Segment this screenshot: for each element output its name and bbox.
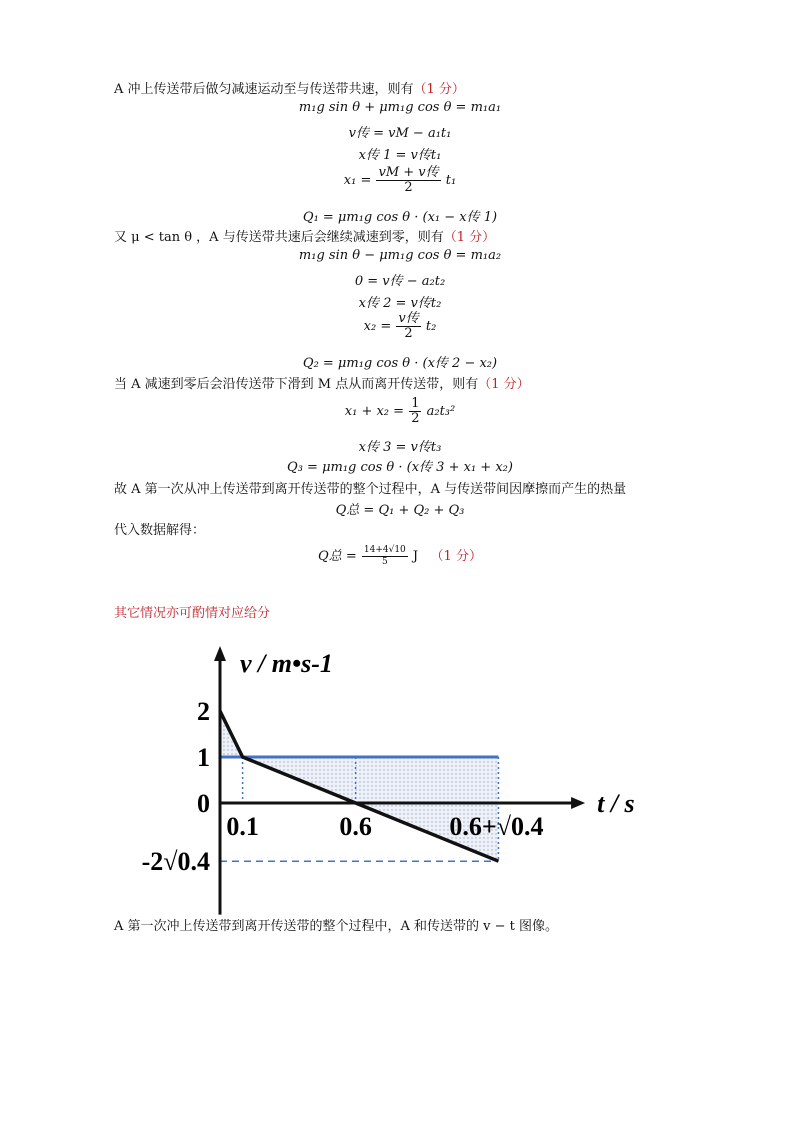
intro-text-4: 故 A 第一次从冲上传送带到离开传送带的整个过程中，A 与传送带间因摩擦而产生的热量 — [114, 482, 627, 497]
y-axis-arrow — [214, 646, 226, 661]
x-tick-label: 0.1 — [226, 812, 259, 841]
figure-caption: A 第一次冲上传送带到离开传送带的整个过程中，A 和传送带的 v − t 图像。 — [114, 919, 559, 934]
y-tick-label: 2 — [197, 697, 210, 726]
y-tick-label: 0 — [197, 789, 210, 818]
y-tick-label: -2√0.4 — [141, 847, 210, 877]
x-axis-arrow — [571, 797, 585, 809]
score-2: （1 分） — [443, 230, 496, 245]
equation-4: x₁ = $\frac{\text{vM + v传}}{2}$ t₁ — [343, 165, 457, 195]
y-axis-label: v / m•s-1 — [240, 649, 333, 678]
equation-11: x₁ + x₂ = $\frac{1}{2}$ a₂t₃² — [344, 396, 456, 426]
equation-14: Q总 = Q₁ + Q₂ + Q₃ — [335, 503, 465, 518]
equation-1: m₁g sin θ + μm₁g cos θ = m₁a₁ — [298, 100, 502, 115]
score-4: （1 分） — [430, 549, 482, 564]
intro-line-4 — [114, 478, 626, 497]
intro-line-1 — [114, 78, 465, 97]
equation-5: Q₁ = μm₁g cos θ · (x₁ − x传 1) — [302, 210, 498, 225]
intro-text-5: 代入数据解得： — [114, 523, 206, 538]
intro-text-2: 又 μ < tan θ ，A 与传送带共速后会继续减速到零，则有 — [114, 230, 444, 245]
equation-12: x传 3 = v传t₃ — [358, 440, 442, 455]
vt-graph — [110, 640, 640, 915]
equation-6: m₁g sin θ − μm₁g cos θ = m₁a₂ — [298, 248, 502, 263]
intro-text-1: A 冲上传送带后做匀减速运动至与传送带共速，则有 — [114, 82, 414, 97]
note: 其它情况亦可酌情对应给分 — [114, 606, 271, 621]
equation-7: 0 = v传 − a₂t₂ — [354, 274, 446, 289]
equation-9: x₂ = $\frac{\text{v传}}{2}$ t₂ — [363, 311, 437, 341]
equation-8: x传 2 = v传t₂ — [358, 296, 442, 311]
score-1: （1 分） — [413, 82, 465, 97]
equation-15: Q总 = $\frac{14+4√10}{5}$ J （1 分） — [318, 545, 482, 567]
score-3: （1 分） — [478, 377, 530, 392]
intro-text-3: 当 A 减速到零后会沿传送带下滑到 M 点从而离开传送带，则有 — [114, 377, 479, 392]
x-tick-label: 0.6 — [339, 812, 372, 841]
equation-13: Q₃ = μm₁g cos θ · (x传 3 + x₁ + x₂) — [287, 460, 513, 475]
x-tick-label: 0.6+√0.4 — [449, 812, 544, 841]
equation-3: x传 1 = v传t₁ — [358, 148, 442, 163]
intro-line-3 — [114, 373, 530, 392]
x-axis-label: t / s — [597, 789, 635, 818]
intro-line-2 — [114, 226, 495, 245]
equation-2: v传 = vM − a₁t₁ — [348, 126, 452, 141]
equation-10: Q₂ = μm₁g cos θ · (x传 2 − x₂) — [302, 356, 498, 371]
intro-line-5 — [114, 519, 205, 538]
y-tick-label: 1 — [197, 743, 210, 772]
